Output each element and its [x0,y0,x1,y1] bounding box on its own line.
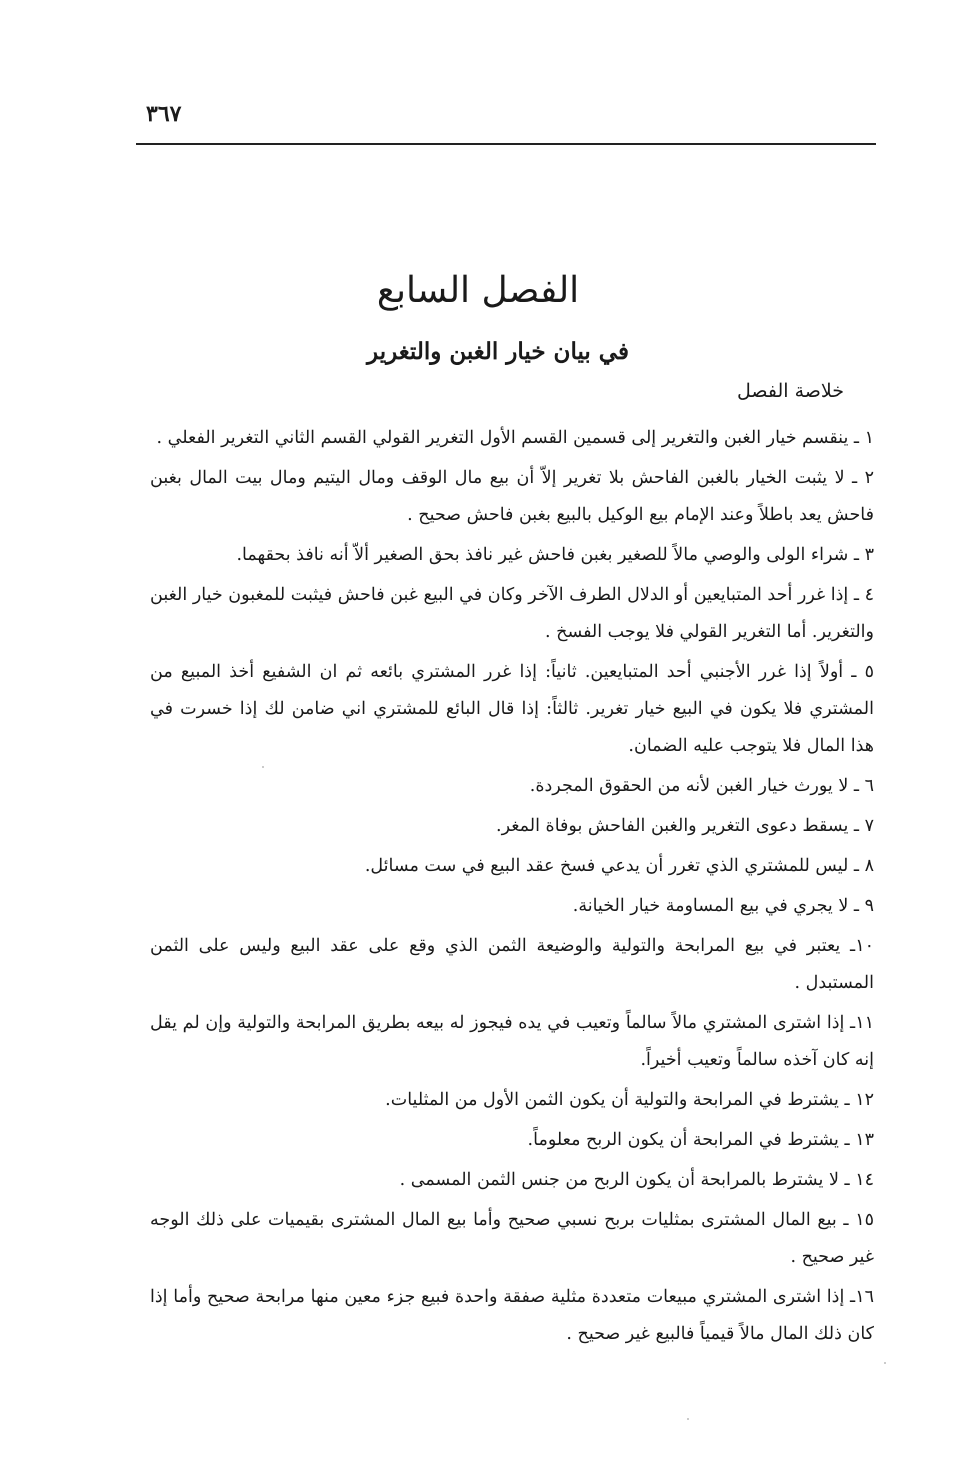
list-item: ١٥ ـ بيع المال المشترى بمثليات بربح نسبي صحيح وأما بيع المال المشترى بقيميات على ذلك الوجه غير صحيح . [150,1210,874,1267]
scan-speck [884,1362,886,1364]
list-item: ١٦ـ إذا اشترى المشتري مبيعات متعددة مثلية صفقة واحدة فبيع جزء معين منها مرابحة صحيح وأما إذا كان ذلك المال مالاً قيمياً فالبيع غير صحيح . [150,1287,874,1344]
list-item: ١٠ـ يعتبر في بيع المرابحة والتولية والوضيعة الثمن الذي وقع على عقد البيع وليس على الثمن المستبدل . [150,936,874,993]
list-item: ٩ ـ لا يجري في بيع المساومة خيار الخيانة. [572,896,874,916]
list-item: ٤ ـ إذا غرر أحد المتبايعين أو الدلال الطرف الآخر وكان في البيع غبن فاحش فيثبت للمغبون خيار الغبن والتغرير. أما التغرير القولي فلا يوجب الفسخ . [150,585,874,642]
list-item: ٨ ـ ليس للمشتري الذي تغرر أن يدعي فسخ عقد البيع في ست مسائل. [364,856,874,876]
list-item: ٧ ـ يسقط دعوى التغرير والغبن الفاحش بوفاة المغر. [496,816,874,836]
list-item: ١٤ ـ لا يشترط بالمرابحة أن يكون الربح من جنس الثمن المسمى . [399,1170,874,1190]
header-rule [136,143,876,145]
scan-speck [687,1418,689,1420]
list-item: ١٣ ـ يشترط في المرابحة أن يكون الربح معلوماً. [527,1130,874,1150]
scan-speck [262,766,264,768]
chapter-title: الفصل السابع [376,270,580,311]
list-item: ٦ ـ لا يورث خيار الغبن لأنه من الحقوق المجردة. [529,776,874,796]
list-item: ٥ ـ أولاً إذا غرر الأجنبي أحد المتبايعين. ثانياً: إذا غرر المشتري بائعه ثم ان الشفيع أخذ المبيع من المشتري فلا يكون في البيع خيار تغرير. ثالثاً: إذا قال البائع للمشتري اني ضامن لك إذا خسرت في هذا المال فلا يتوجب عليه الضمان. [150,662,874,756]
page-number: ٣٦٧ [146,101,182,127]
list-item: ٢ ـ لا يثبت الخيار بالغبن الفاحش بلا تغرير إلاّ أن بيع مال الوقف ومال اليتيم ومال بيت المال بغبن فاحش يعد باطلاً وعند الإمام بيع الوكيل بالبيع بغبن فاحش صحيح . [150,468,874,525]
list-item: ١١ـ إذا اشترى المشتري مالاً سالماً وتعيب في يده فيجوز له بيعه بطريق المرابحة والتولية وإن لم يقل إنه كان آخذه سالماً وتعيب أخيراً. [150,1013,874,1070]
summary-heading: خلاصة الفصل [737,380,844,402]
summary-list [150,420,874,1356]
list-item: ١ ـ ينقسم خيار الغبن والتغرير إلى قسمين القسم الأول التغرير القولي القسم الثاني التغرير الفعلي . [156,428,874,448]
chapter-subtitle: في بيان خيار الغبن والتغرير [367,338,629,365]
list-item: ١٢ ـ يشترط في المرابحة والتولية أن يكون الثمن الأول من المثليات. [385,1090,874,1110]
list-item: ٣ ـ شراء الولى والوصي مالاً للصغير بغبن فاحش غير نافذ بحق الصغير ألاّ أنه نافذ بحقهما. [236,545,874,565]
